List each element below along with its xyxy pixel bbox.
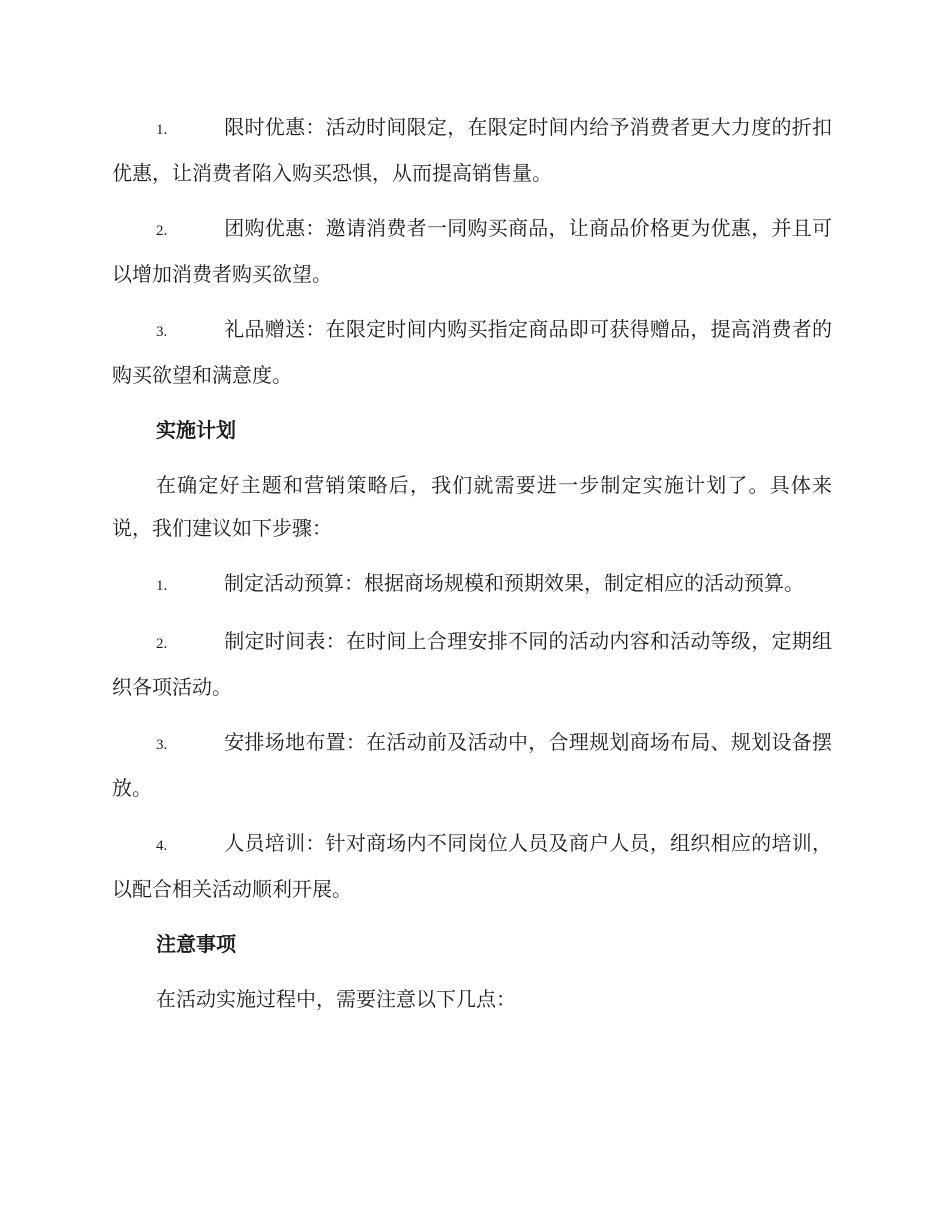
list-text: 制定时间表：在时间上合理安排不同的活动内容和活动等级，定期组织各项活动。: [112, 629, 832, 699]
list-number: 3.: [156, 324, 168, 340]
list-text: 安排场地布置：在活动前及活动中，合理规划商场布局、规划设备摆放。: [112, 730, 832, 800]
section-intro-plan: 在确定好主题和营销策略后，我们就需要进一步制定实施计划了。具体来说，我们建议如下步骤：: [112, 473, 832, 540]
list-item: [112, 822, 832, 911]
list-number: 3.: [156, 737, 168, 753]
list-text: 限时优惠：活动时间限定，在限定时间内给予消费者更大力度的折扣优惠，让消费者陷入购买恐惧，从而提高销售量。: [112, 115, 832, 185]
list-text: 制定活动预算：根据商场规模和预期效果，制定相应的活动预算。: [224, 571, 804, 595]
list-item: [112, 562, 832, 608]
section-heading-plan: 实施计划: [156, 418, 236, 442]
list-item: [112, 308, 832, 397]
list-number: 1.: [156, 578, 168, 594]
section-heading-notes: 注意事项: [156, 932, 236, 956]
list-text: 礼品赠送：在限定时间内购买指定商品即可获得赠品，提高消费者的购买欲望和满意度。: [112, 317, 832, 387]
list-text: 人员培训：针对商场内不同岗位人员及商户人员，组织相应的培训，以配合相关活动顺利开展。: [112, 831, 832, 901]
list-item: [112, 721, 832, 810]
list-item: [112, 207, 832, 296]
list-number: 1.: [156, 122, 168, 138]
section-intro-notes: 在活动实施过程中，需要注意以下几点：: [156, 987, 516, 1011]
list-text: 团购优惠：邀请消费者一同购买商品，让商品价格更为优惠，并且可以增加消费者购买欲望。: [112, 216, 832, 286]
list-item: [112, 106, 832, 195]
list-item: [112, 620, 832, 709]
document-page: [112, 106, 832, 1033]
list-number: 2.: [156, 636, 168, 652]
list-number: 2.: [156, 223, 168, 239]
list-number: 4.: [156, 838, 168, 854]
